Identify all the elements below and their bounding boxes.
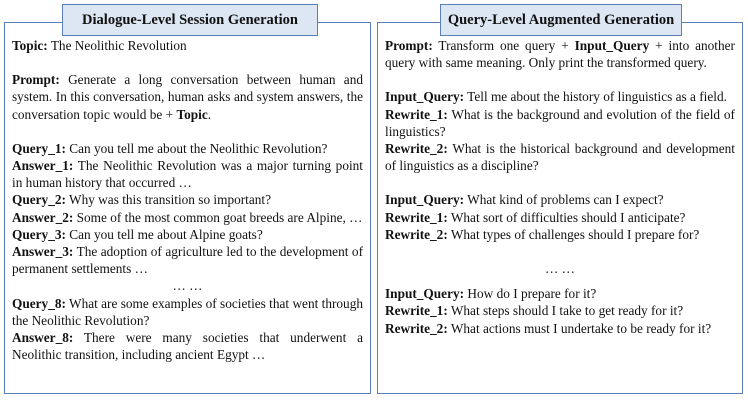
- query-turn-text: Can you tell me about Alpine goats?: [69, 226, 263, 242]
- answer-turn-label: Answer_1:: [12, 158, 74, 174]
- query-turn: [12, 295, 363, 329]
- dialogue-turns: [12, 140, 363, 278]
- prompt-label: Prompt:: [12, 72, 60, 88]
- input-query: [385, 285, 735, 302]
- answer-turn-label: Answer_2:: [12, 209, 74, 225]
- rewrite-2-label: Rewrite_2:: [385, 320, 448, 336]
- input-query: [385, 191, 735, 208]
- rewrite-2-text: What types of challenges should I prepare for?: [450, 226, 700, 242]
- rewrite-2: [385, 226, 735, 243]
- query-turn-label: Query_2:: [12, 192, 66, 208]
- input-query-text: Tell me about the history of linguistics as a field.: [467, 89, 727, 105]
- prompt-text-1: Transform one query +: [438, 38, 569, 53]
- rewrite-1: [385, 106, 735, 140]
- prompt-end: .: [207, 106, 212, 122]
- query-turn-text: Can you tell me about the Neolithic Revolution?: [69, 140, 328, 156]
- topic-label: Topic:: [12, 38, 48, 53]
- rewrite-1-label: Rewrite_1:: [385, 303, 448, 319]
- query-level-title: Query-Level Augmented Generation: [440, 4, 682, 36]
- query-turn-label: Query_1:: [12, 140, 66, 156]
- query-prompt: [385, 37, 735, 71]
- rewrite-1: [385, 302, 735, 319]
- query-turn-label: Query_8:: [12, 295, 66, 311]
- query-groups: [385, 88, 735, 260]
- dialogue-level-panel: [4, 22, 371, 394]
- topic-line: [12, 37, 363, 54]
- answer-turn: [12, 329, 363, 363]
- rewrite-1-text: What sort of difficulties should I anticipate?: [450, 209, 686, 225]
- rewrite-1-label: Rewrite_1:: [385, 209, 448, 225]
- query-turn-text: What are some examples of societies that went through the Neolithic Revolution?: [12, 295, 363, 328]
- prompt-text-2: + into another query with same meaning. Only print the transformed query.: [385, 38, 735, 71]
- topic-value: The Neolithic Revolution: [50, 38, 187, 53]
- query-group: [385, 88, 735, 174]
- prompt-label: Prompt:: [385, 38, 433, 53]
- query-panel-content: [385, 37, 735, 337]
- answer-turn-label: Answer_8:: [12, 330, 74, 346]
- dialogue-final-turns: [12, 295, 363, 364]
- query-turn: [12, 226, 363, 243]
- input-query-label: Input_Query:: [385, 192, 465, 208]
- query-ellipsis: … …: [545, 261, 575, 277]
- answer-turn-text: Some of the most common goat breeds are Alpine, …: [76, 209, 363, 225]
- dialogue-panel-content: [12, 37, 363, 363]
- rewrite-2-label: Rewrite_2:: [385, 141, 448, 157]
- answer-turn: [12, 157, 363, 191]
- query-turn-label: Query_3:: [12, 226, 66, 242]
- answer-turn-text: There were many societies that underwent a Neolithic transition, including ancient Egypt …: [12, 330, 363, 363]
- prompt-input-query-keyword: Input_Query: [574, 38, 650, 53]
- rewrite-1-text: What steps should I take to get ready for it?: [450, 303, 684, 319]
- rewrite-1-text: What is the background and evolution of the field of linguistics?: [385, 106, 735, 139]
- input-query-label: Input_Query:: [385, 89, 465, 105]
- query-turn-text: Why was this transition so important?: [69, 192, 272, 208]
- rewrite-2: [385, 140, 735, 174]
- answer-turn-text: The adoption of agriculture led to the development of permanent settlements …: [12, 244, 363, 277]
- query-final-group: [385, 285, 735, 337]
- dialogue-level-title: Dialogue-Level Session Generation: [62, 4, 318, 36]
- input-query: [385, 88, 735, 105]
- dialogue-prompt: [12, 71, 363, 123]
- rewrite-1-label: Rewrite_1:: [385, 106, 448, 122]
- input-query-text: What kind of problems can I expect?: [467, 192, 664, 208]
- rewrite-2-text: What is the historical background and development of linguistics as a discipline?: [385, 141, 735, 174]
- rewrite-2-text: What actions must I undertake to be ready for it?: [450, 320, 712, 336]
- rewrite-1: [385, 209, 735, 226]
- input-query-text: How do I prepare for it?: [467, 286, 597, 302]
- answer-turn-text: The Neolithic Revolution was a major turning point in human history that occurred …: [12, 158, 364, 191]
- answer-turn: [12, 243, 363, 277]
- rewrite-2: [385, 320, 735, 337]
- dialogue-ellipsis: … …: [172, 278, 203, 294]
- prompt-text: Generate a long conversation between human and system. In this conversation, human asks and system answers, the conversation topic would be +: [12, 72, 364, 122]
- rewrite-2-label: Rewrite_2:: [385, 226, 448, 242]
- query-turn: [12, 140, 363, 157]
- input-query-label: Input_Query:: [385, 286, 465, 302]
- prompt-topic-keyword: Topic: [176, 106, 208, 122]
- answer-turn-label: Answer_3:: [12, 244, 74, 260]
- query-group: [385, 191, 735, 243]
- query-turn: [12, 191, 363, 208]
- query-level-panel: [377, 22, 743, 394]
- answer-turn: [12, 209, 363, 226]
